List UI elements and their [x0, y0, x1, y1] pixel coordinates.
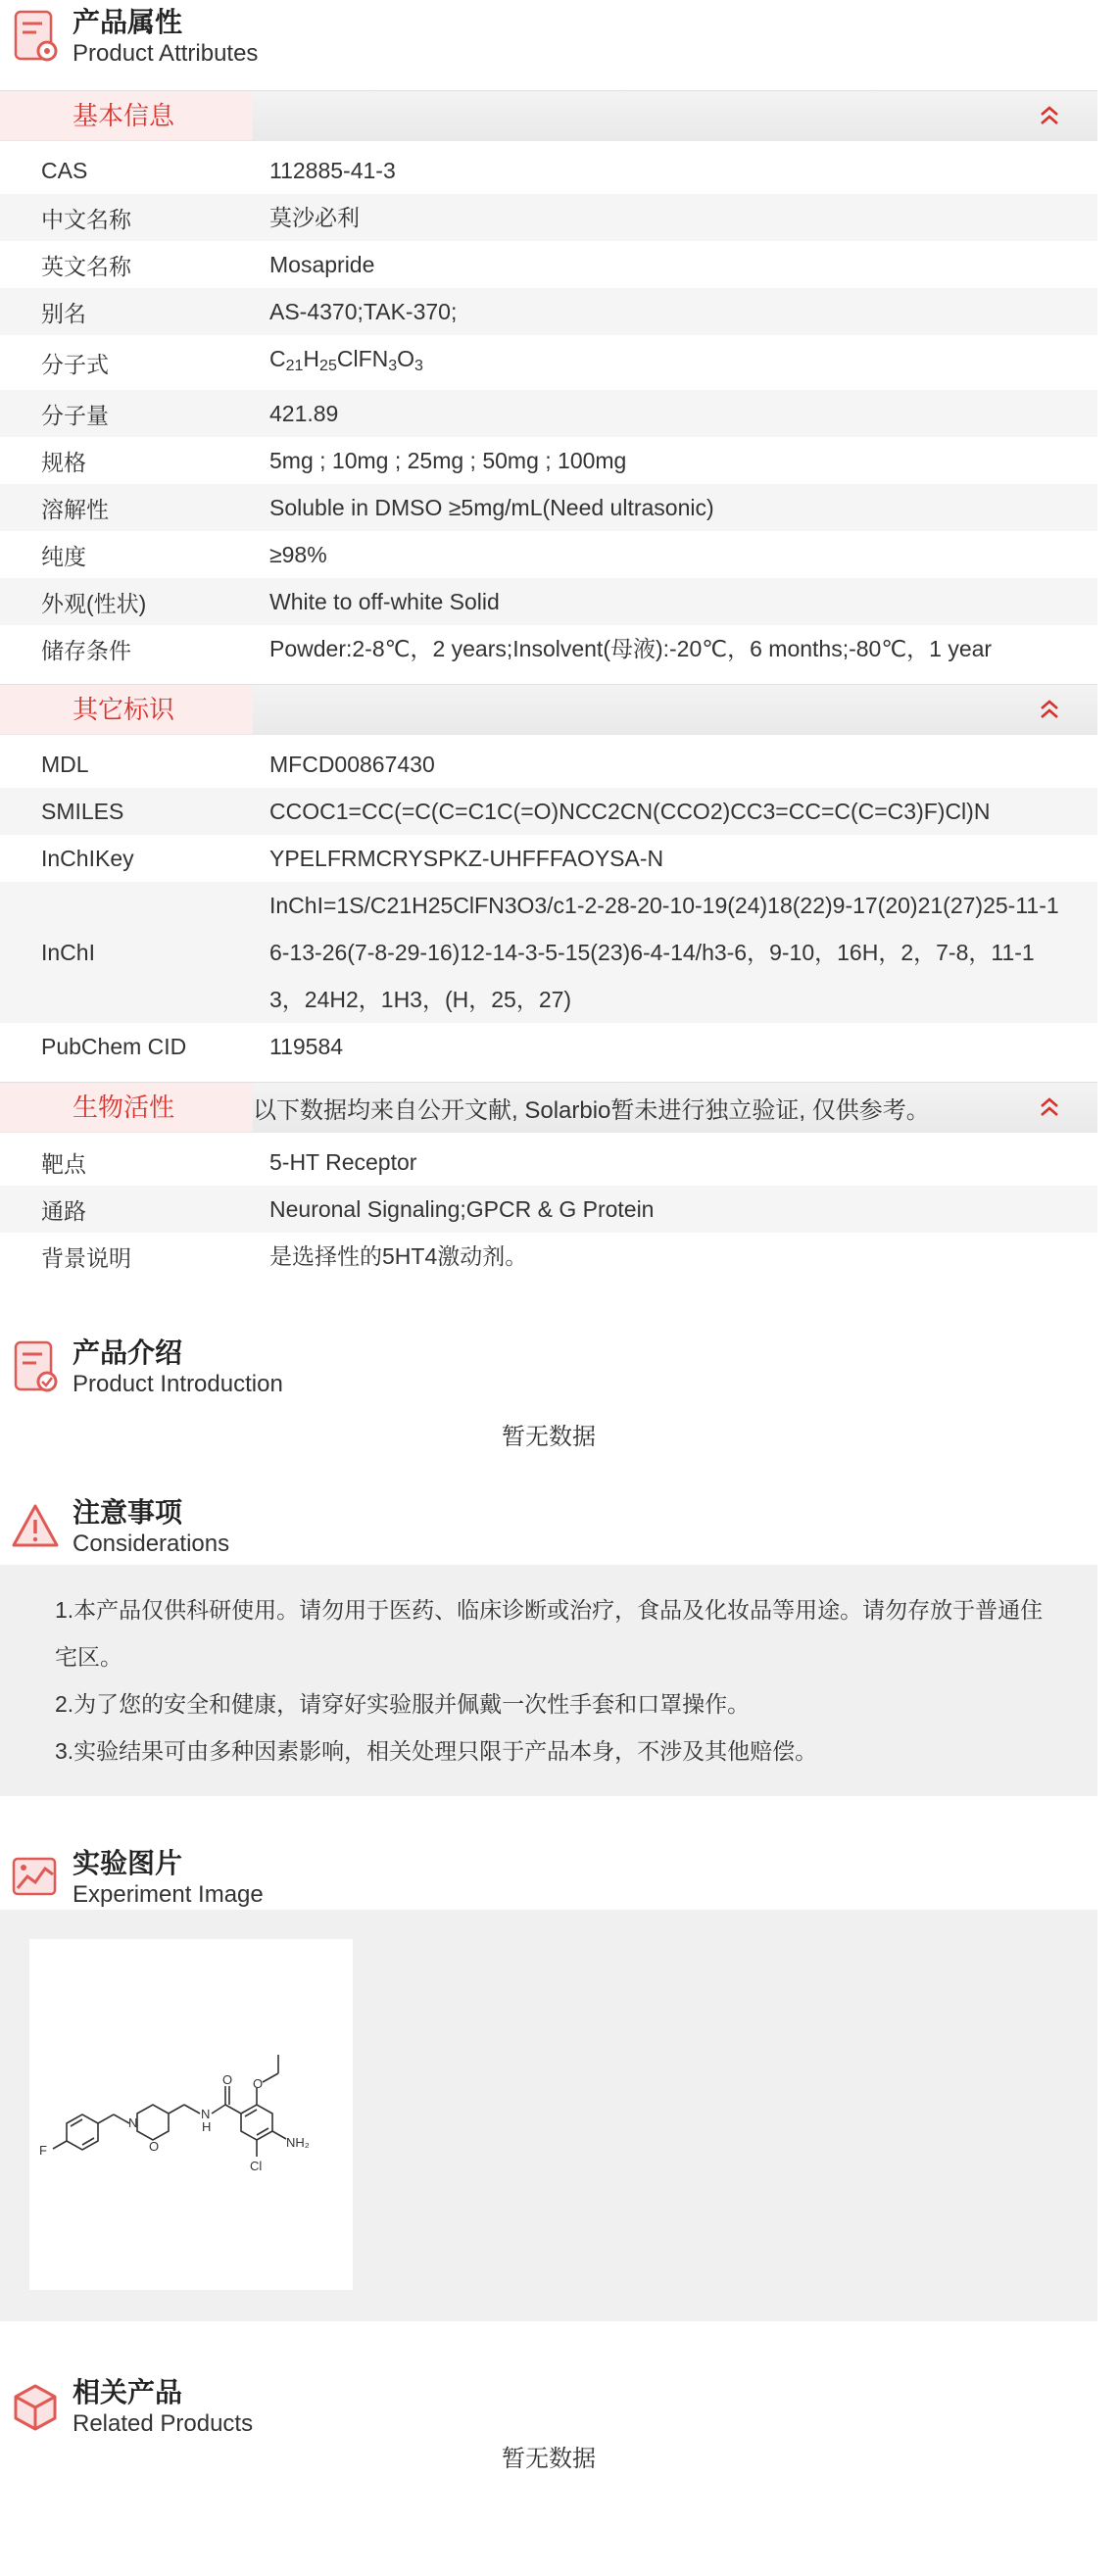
cube-icon: [10, 2378, 61, 2435]
chevron-double-up-icon[interactable]: [1039, 1096, 1060, 1118]
chemical-structure-drawing: [29, 1939, 353, 2290]
structure-image[interactable]: [29, 1939, 353, 2290]
experiment-image-header: [0, 1841, 1097, 1910]
considerations-panel: [0, 1565, 1097, 1796]
table-row: 外观(性状) White to off-white Solid: [0, 578, 1097, 625]
atom-label: N: [128, 2115, 138, 2130]
basic-info-table: [0, 141, 1097, 684]
section-title: 产品属性: [73, 7, 183, 37]
experiment-image-panel: [0, 1910, 1097, 2321]
category-bar-biological-activity[interactable]: [0, 1082, 1097, 1133]
atom-label: O: [222, 2072, 233, 2087]
table-row: 通路 Neuronal Signaling;GPCR & G Protein: [0, 1186, 1097, 1233]
document-check-icon: [10, 1338, 61, 1395]
section-subtitle: Experiment Image: [73, 1881, 264, 1908]
warning-triangle-icon: [10, 1498, 61, 1555]
category-label: 基本信息: [0, 91, 253, 140]
table-row: PubChem CID 119584: [41, 1033, 344, 1059]
section-title: 产品介绍: [73, 1337, 183, 1368]
category-bar-other-identifiers[interactable]: [0, 684, 1097, 735]
table-row: 中文名称 莫沙必利: [0, 194, 1097, 241]
category-label: 生物活性: [0, 1083, 253, 1132]
empty-state-text: 暂无数据: [502, 2446, 596, 2472]
table-row: InChI InChI=1S/C21H25ClFN3O3/c1-2-28-20-10-19(24)18(22)9-17(20)21(27)25-11-16-13-26(7-8-29-16)12-14-3-5-15(23)6-4-14/h3-6，9-10，16H，2，7-8，11-13，24H2，1H3，(H，25，27): [0, 882, 1097, 1023]
atom-label: Cl: [250, 2159, 263, 2173]
atom-label: O: [149, 2139, 160, 2154]
atom-label: NH₂: [286, 2135, 310, 2150]
notice-line: 2.为了您的安全和健康，请穿好实验服并佩戴一次性手套和口罩操作。: [55, 1691, 751, 1717]
disclaimer-note: 以下数据均来自公开文献, Solarbio暂未进行独立验证, 仅供参考。: [253, 1096, 930, 1124]
other-identifiers-table: [0, 735, 1097, 1082]
related-products-header: [0, 2370, 1097, 2439]
section-subtitle: Related Products: [73, 2410, 254, 2437]
atom-label: O: [253, 2076, 264, 2091]
category-label: 其它标识: [0, 685, 253, 734]
table-row: 分子式 $C_{21}H_{25}ClFN_3O_3$: [0, 335, 1097, 390]
empty-state-text: 暂无数据: [502, 1424, 596, 1450]
table-row: MDL MFCD00867430: [41, 751, 435, 777]
image-chart-icon: [10, 1849, 61, 1906]
molecular-formula: $C_{21}H_{25}ClFN_3O_3$: [269, 346, 423, 374]
table-row: 储存条件 Powder:2-8℃，2 years;Insolvent(母液):-20℃，6 months;-80℃，1 year: [41, 636, 993, 663]
table-row: 规格 5mg ; 10mg ; 25mg ; 50mg ; 100mg: [41, 448, 627, 475]
biological-activity-table: [0, 1133, 1097, 1291]
section-subtitle: Product Attributes: [73, 40, 259, 67]
table-row: 英文名称 Mosapride: [41, 252, 375, 279]
table-row: InChIKey YPELFRMCRYSPKZ-UHFFFAOYSA-N: [41, 845, 664, 871]
category-bar-basic-info[interactable]: [0, 90, 1097, 141]
section-title: 相关产品: [73, 2377, 183, 2407]
section-subtitle: Considerations: [73, 1531, 230, 1557]
table-row: 别名 AS-4370;TAK-370;: [0, 288, 1097, 335]
chevron-double-up-icon[interactable]: [1039, 699, 1060, 720]
table-row: 分子量 421.89: [0, 390, 1097, 437]
document-gear-icon: [10, 8, 61, 65]
atom-label: N: [201, 2107, 211, 2121]
table-row: 靶点 5-HT Receptor: [41, 1149, 417, 1177]
table-row: 溶解性 Soluble in DMSO ≥5mg/mL(Need ultrasonic): [0, 484, 1097, 531]
table-row: SMILES CCOC1=CC(=C(C=C1C(=O)NCC2CN(CCO2)CC3=CC=C(C=C3)F)Cl)N: [0, 788, 1097, 835]
section-subtitle: Product Introduction: [73, 1371, 283, 1397]
table-row: 背景说明 是选择性的5HT4激动剂。: [41, 1243, 528, 1271]
notice-line: 1.本产品仅供科研使用。请勿用于医药、临床诊断或治疗，食品及化妆品等用途。请勿存放于普通住宅区。: [55, 1597, 1044, 1670]
considerations-header: [0, 1490, 1097, 1559]
product-attributes-header: [0, 0, 1097, 90]
notice-line: 3.实验结果可由多种因素影响，相关处理只限于产品本身，不涉及其他赔偿。: [55, 1738, 818, 1764]
section-title: 注意事项: [73, 1497, 183, 1528]
product-introduction-header: [0, 1331, 1097, 1399]
chevron-double-up-icon[interactable]: [1039, 105, 1060, 126]
table-row: CAS 112885-41-3: [41, 157, 396, 183]
table-row: 纯度 ≥98%: [41, 542, 327, 569]
atom-label: F: [39, 2143, 47, 2158]
section-title: 实验图片: [73, 1848, 183, 1878]
atom-label: H: [202, 2119, 212, 2134]
